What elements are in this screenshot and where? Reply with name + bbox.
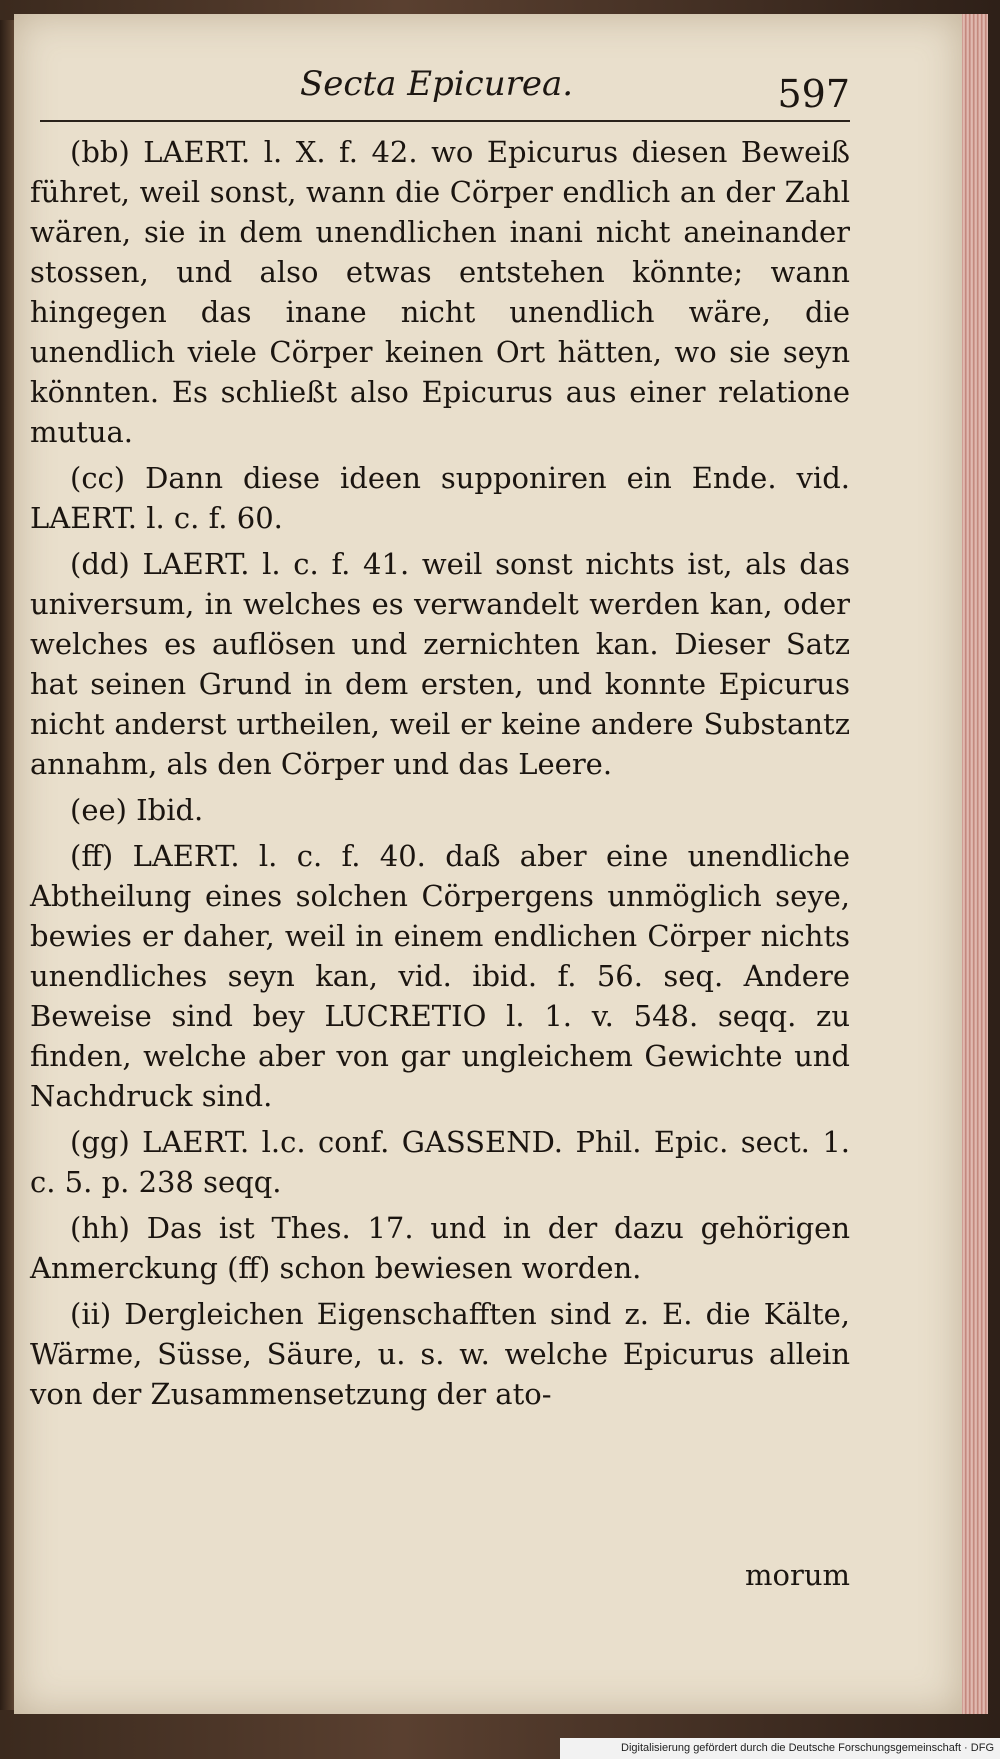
note-gg: (gg) LAERT. l.c. conf. GASSEND. Phil. Epic. sect. 1. c. 5. p. 238 seqq. xyxy=(30,1125,850,1199)
running-title: Secta Epicurea. xyxy=(300,64,574,104)
note-ii: (ii) Dergleichen Eigenschafften sind z. E. die Kälte, Wärme, Süsse, Säure, u. s. w. welche Epicurus allein von der Zusammensetzung der ato- xyxy=(30,1297,850,1411)
funding-note: Digitalisierung gefördert durch die Deutsche Forschungsgemeinschaft · DFG xyxy=(560,1738,1000,1759)
header-rule xyxy=(40,120,850,122)
page-number: 597 xyxy=(777,72,850,116)
catchword: morum xyxy=(745,1558,850,1592)
note-ff: (ff) LAERT. l. c. f. 40. daß aber eine unendliche Abtheilung eines solchen Cörpergens unmöglich seye, bewies er daher, weil in einem endlichen Cörper nichts unendliches seyn kan, vid. ibid. f. 56. seq. Andere Beweise sind bey LUCRETIO l. 1. v. 548. seqq. zu finden, welche aber von gar ungleichem Gewichte und Nachdruck sind. xyxy=(30,839,850,1113)
note-hh: (hh) Das ist Thes. 17. und in der dazu gehörigen Anmerckung (ff) schon bewiesen worden. xyxy=(30,1211,850,1285)
note-ee: (ee) Ibid. xyxy=(70,793,204,827)
page-edge xyxy=(962,14,988,1714)
page-header xyxy=(30,62,850,122)
footnotes xyxy=(30,132,850,1420)
note-bb: (bb) LAERT. l. X. f. 42. wo Epicurus diesen Beweiß führet, weil sonst, wann die Cörper endlich an der Zahl wären, sie in dem unendlichen inani nicht aneinander stossen, und also etwas entstehen könnte; wann hingegen das inane nicht unendlich wäre, die unendlich viele Cörper keinen Ort hätten, wo sie seyn könnten. Es schließt also Epicurus aus einer relatione mutua. xyxy=(30,135,850,449)
note-cc: (cc) Dann diese ideen supponiren ein Ende. vid. LAERT. l. c. f. 60. xyxy=(30,461,850,535)
note-dd: (dd) LAERT. l. c. f. 41. weil sonst nichts ist, als das universum, in welches es verwandelt werden kan, oder welches es auflösen und zernichten kan. Dieser Satz hat seinen Grund in dem ersten, und konnte Epicurus nicht anderst urtheilen, weil er keine andere Substantz annahm, als den Cörper und das Leere. xyxy=(30,547,850,781)
